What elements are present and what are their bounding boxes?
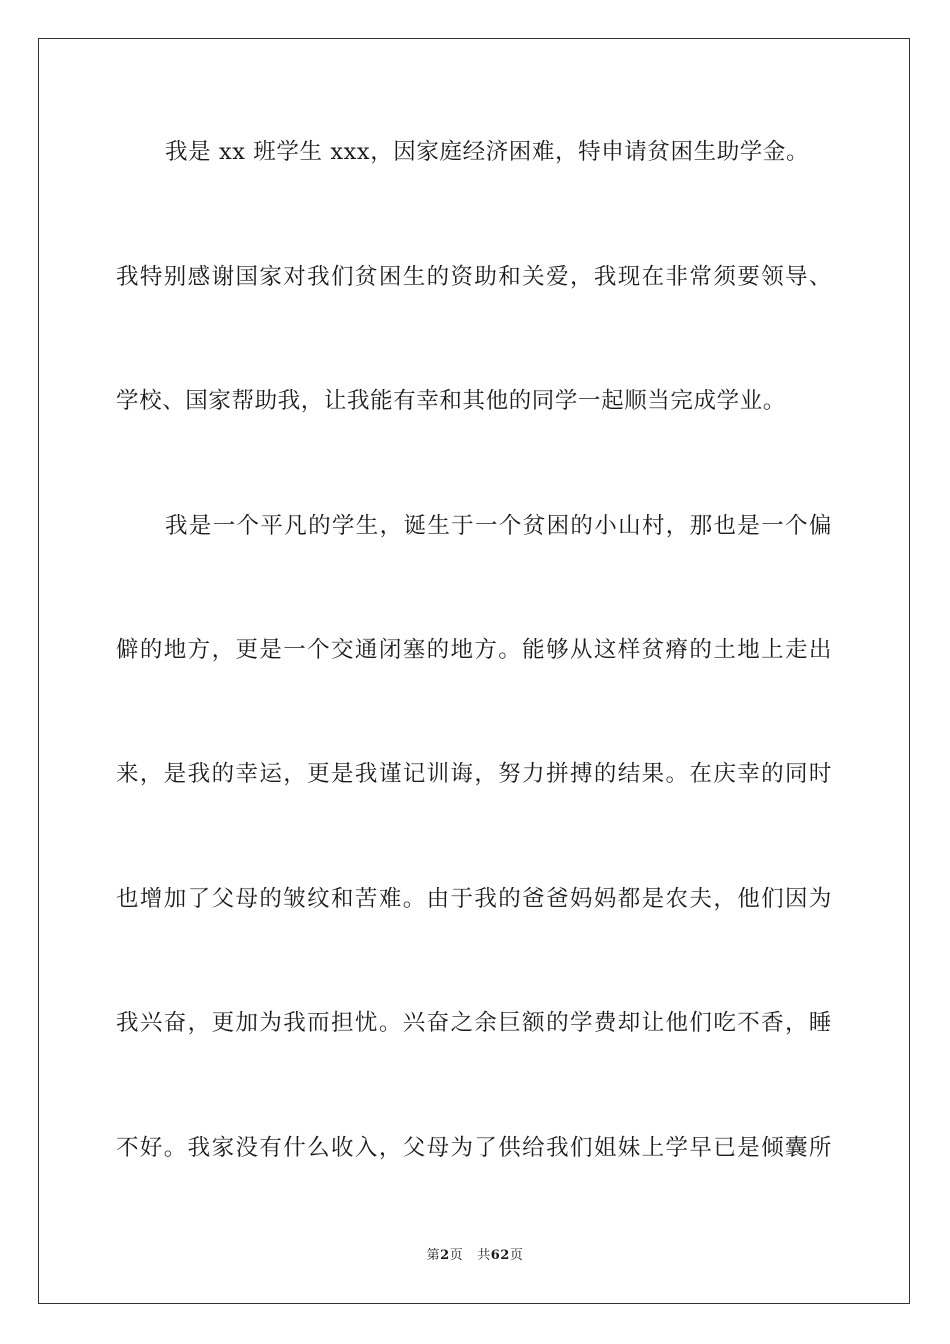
page-suffix: 页 <box>449 1248 464 1263</box>
total-suffix: 页 <box>509 1248 524 1263</box>
page-prefix: 第 <box>426 1248 441 1263</box>
total-pages: 62 <box>490 1248 510 1263</box>
paragraph-2-line-4: 也增加了父母的皱纹和苦难。由于我的爸爸妈妈都是农夫，他们因为 <box>116 886 832 912</box>
page-border <box>38 38 910 1304</box>
paragraph-1-line-1: 我是 xx 班学生 xxx，因家庭经济困难，特申请贫困生助学金。 <box>165 139 810 165</box>
paragraph-2-line-2: 僻的地方，更是一个交通闭塞的地方。能够从这样贫瘠的土地上走出 <box>116 637 832 663</box>
paragraph-2-line-5: 我兴奋，更加为我而担忧。兴奋之余巨额的学费却让他们吃不香，睡 <box>116 1010 832 1036</box>
paragraph-1-line-3: 学校、国家帮助我，让我能有幸和其他的同学一起顺当完成学业。 <box>116 388 786 414</box>
page-number: 2 <box>440 1248 450 1263</box>
paragraph-2-line-1: 我是一个平凡的学生，诞生于一个贫困的小山村，那也是一个偏 <box>165 513 832 539</box>
page-footer <box>0 1247 950 1265</box>
paragraph-1-line-2: 我特别感谢国家对我们贫困生的资助和关爱，我现在非常须要领导、 <box>116 264 832 290</box>
paragraph-2-line-3: 来，是我的幸运，更是我谨记训诲，努力拼搏的结果。在庆幸的同时 <box>116 761 832 787</box>
total-prefix: 共 <box>477 1248 491 1263</box>
paragraph-2-line-6: 不好。我家没有什么收入，父母为了供给我们姐妹上学早已是倾囊所 <box>116 1135 832 1161</box>
